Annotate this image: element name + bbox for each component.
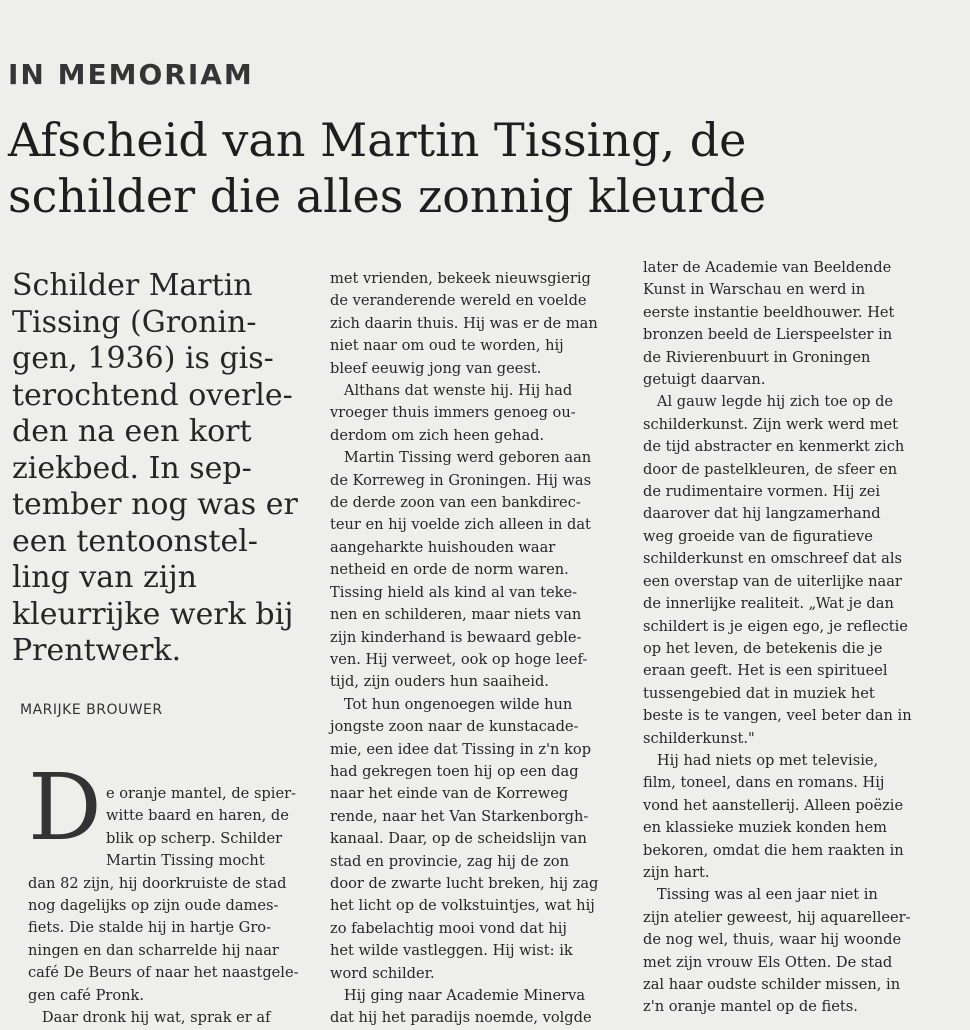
- body-line: Althans dat wenste hij. Hij had: [330, 382, 573, 400]
- body-column-1: [28, 783, 318, 1029]
- body-line: de rudimentaire vormen. Hij zei: [643, 483, 881, 501]
- body-line: met zijn vrouw Els Otten. De stad: [643, 953, 893, 971]
- body-line: door de zwarte lucht breken, hij zag: [330, 874, 599, 892]
- body-line: eerste instantie beeldhouwer. Het: [643, 303, 895, 321]
- body-line: jongste zoon naar de kunstacade-: [330, 718, 579, 736]
- body-line: Martin Tissing mocht: [106, 852, 265, 870]
- body-line: film, toneel, dans en romans. Hij: [643, 774, 885, 792]
- body-line: Tissing was al een jaar niet in: [643, 886, 878, 904]
- body-line: nog dagelijks op zijn oude dames-: [28, 897, 279, 915]
- body-line: Kunst in Warschau en werd in: [643, 281, 866, 299]
- body-line: word schilder.: [330, 964, 435, 982]
- body-line: eraan geeft. Het is een spiritueel: [643, 662, 888, 680]
- body-line: gen café Pronk.: [28, 986, 145, 1004]
- body-line: ningen en dan scharrelde hij naar: [28, 941, 279, 959]
- body-line: witte baard en haren, de: [106, 807, 289, 825]
- body-line: niet naar om oud te worden, hij: [330, 337, 564, 355]
- lede-line: Prentwerk.: [12, 633, 182, 668]
- body-line: bronzen beeld de Lierspeelster in: [643, 326, 893, 344]
- body-line: zijn hart.: [643, 863, 710, 881]
- body-line: fiets. Die stalde hij in hartje Gro-: [28, 919, 272, 937]
- lede-line: kleurrijke werk bij: [12, 596, 294, 632]
- body-line: het licht op de volkstuintjes, wat hij: [330, 897, 595, 915]
- body-line: door de pastelkleuren, de sfeer en: [643, 460, 898, 478]
- drop-cap: D: [28, 754, 102, 861]
- body-line: daarover dat hij langzamerhand: [643, 505, 881, 523]
- body-line: schilderkunst. Zijn werk werd met: [643, 415, 899, 433]
- body-line: zich daarin thuis. Hij was er de man: [330, 314, 598, 332]
- body-line: Hij had niets op met televisie,: [643, 751, 879, 769]
- body-line: bleef eeuwig jong van geest.: [330, 359, 542, 377]
- body-line: vond het aanstellerij. Alleen poëzie: [643, 796, 904, 814]
- body-line: getuigt daarvan.: [643, 371, 766, 389]
- body-line: aangeharkte huishouden waar: [330, 538, 556, 556]
- body-line: Daar dronk hij wat, sprak er af: [28, 1009, 271, 1027]
- body-line: zo fabelachtig mooi vond dat hij: [330, 919, 567, 937]
- body-column-2: [330, 268, 630, 1030]
- body-line: dat hij het paradijs noemde, volgde: [330, 1009, 592, 1027]
- lede-line: een tentoonstel-: [12, 523, 258, 559]
- body-line: de nog wel, thuis, waar hij woonde: [643, 931, 902, 949]
- body-line: tijd, zijn ouders hun saaiheid.: [330, 673, 549, 691]
- body-line: beste is te vangen, veel beter dan in: [643, 707, 912, 725]
- body-line: naar het einde van de Korreweg: [330, 785, 569, 803]
- lede-line: ziekbed. In sep-: [12, 450, 252, 486]
- body-line: de tijd abstracter en kenmerkt zich: [643, 438, 905, 456]
- body-line: schilderkunst.": [643, 729, 755, 747]
- body-line: dan 82 zijn, hij doorkruiste de stad: [28, 874, 287, 892]
- headline-line: schilder die alles zonnig kleurde: [8, 169, 767, 223]
- body-line: had gekregen toen hij op een dag: [330, 762, 579, 780]
- body-line: e oranje mantel, de spier-: [106, 785, 296, 802]
- body-line: en klassieke muziek konden hem: [643, 819, 887, 837]
- headline-line: Afscheid van Martin Tissing, de: [8, 113, 747, 167]
- body-line: kanaal. Daar, op de scheidslijn van: [330, 830, 587, 848]
- body-line: café De Beurs of naar het naastgele-: [28, 964, 299, 982]
- body-line: mie, een idee dat Tissing in z'n kop: [330, 740, 592, 758]
- body-line: derdom om zich heen gehad.: [330, 426, 545, 444]
- body-line: de innerlijke realiteit. „Wat je dan: [643, 595, 894, 613]
- article-lede: [12, 268, 322, 670]
- body-line: z'n oranje mantel op de fiets.: [643, 998, 858, 1016]
- body-line: op het leven, de betekenis die je: [643, 639, 883, 657]
- body-line: later de Academie van Beeldende: [643, 259, 892, 276]
- body-line: stad en provincie, zag hij de zon: [330, 852, 569, 870]
- body-line: bekoren, omdat die hem raakten in: [643, 841, 904, 859]
- body-column-3: [643, 257, 968, 1019]
- lede-line: den na een kort: [12, 414, 252, 449]
- lede-line: Schilder Martin: [12, 268, 253, 303]
- lede-line: ling van zijn: [12, 560, 197, 595]
- body-line: de Rivierenbuurt in Groningen: [643, 348, 871, 366]
- lede-line: tember nog was er: [12, 487, 298, 522]
- body-line: de veranderende wereld en voelde: [330, 292, 587, 310]
- body-line: netheid en orde de norm waren.: [330, 561, 569, 579]
- body-line: teur en hij voelde zich alleen in dat: [330, 516, 591, 534]
- body-line: vroeger thuis immers genoeg ou-: [330, 404, 576, 422]
- body-line: nen en schilderen, maar niets van: [330, 606, 582, 624]
- body-line: Al gauw legde hij zich toe op de: [643, 393, 894, 411]
- byline: MARIJKE BROUWER: [20, 702, 163, 718]
- body-line: de Korreweg in Groningen. Hij was: [330, 471, 592, 489]
- body-line: Tissing hield als kind al van teke-: [330, 583, 578, 601]
- body-line: met vrienden, bekeek nieuwsgierig: [330, 270, 591, 287]
- lede-line: terochtend overle-: [12, 377, 293, 413]
- article-headline: [8, 112, 958, 224]
- body-line: Hij ging naar Academie Minerva: [330, 987, 586, 1004]
- body-line: het wilde vastleggen. Hij wist: ik: [330, 942, 573, 960]
- body-line: een overstap van de uiterlijke naar: [643, 572, 902, 590]
- section-kicker: IN MEMORIAM: [8, 58, 254, 91]
- body-line: Tot hun ongenoegen wilde hun: [330, 695, 573, 713]
- body-line: schildert is je eigen ego, je reflectie: [643, 617, 908, 635]
- lede-line: Tissing (Gronin-: [12, 304, 257, 340]
- body-line: blik op scherp. Schilder: [106, 829, 283, 847]
- body-line: tussengebied dat in muziek het: [643, 684, 875, 702]
- body-line: zijn kinderhand is bewaard geble-: [330, 628, 582, 646]
- body-line: Martin Tissing werd geboren aan: [330, 449, 592, 467]
- body-line: weg groeide van de figuratieve: [643, 527, 873, 545]
- body-line: de derde zoon van een bankdirec-: [330, 494, 581, 512]
- body-line: schilderkunst en omschreef dat als: [643, 550, 903, 568]
- body-line: ven. Hij verweet, ook op hoge leef-: [330, 650, 588, 668]
- body-line: zijn atelier geweest, hij aquarelleer-: [643, 908, 911, 926]
- lede-line: gen, 1936) is gis-: [12, 341, 274, 376]
- body-line: rende, naar het Van Starkenborgh-: [330, 807, 589, 825]
- body-line: zal haar oudste schilder missen, in: [643, 976, 901, 993]
